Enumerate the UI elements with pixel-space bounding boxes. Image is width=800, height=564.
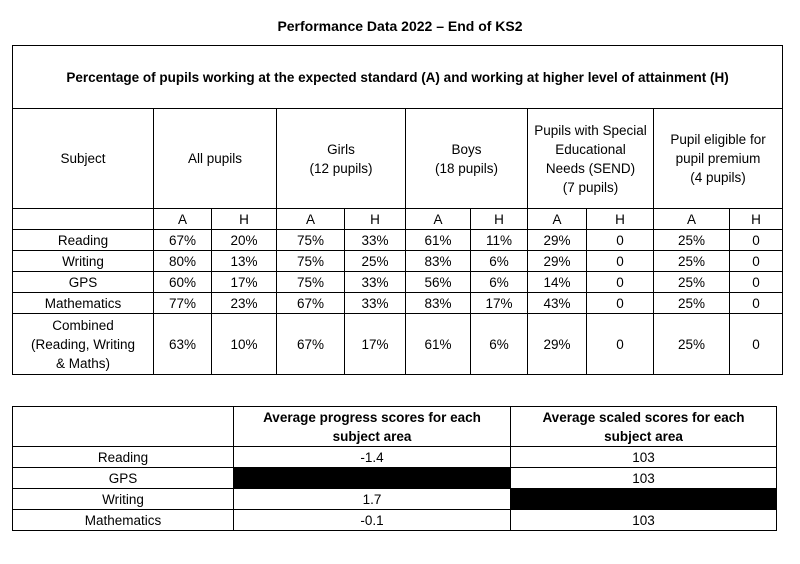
value-cell: 61% bbox=[406, 230, 471, 251]
ah-label: H bbox=[587, 209, 654, 230]
performance-table bbox=[12, 45, 783, 375]
group-header-girls: Girls (12 pupils) bbox=[277, 109, 406, 209]
table-banner: Percentage of pupils working at the expected standard (A) and working at higher level of attainment (H) bbox=[13, 46, 783, 109]
ah-label: A bbox=[154, 209, 212, 230]
value-cell: 43% bbox=[528, 293, 587, 314]
value-cell: 83% bbox=[406, 251, 471, 272]
subject-label: Mathematics bbox=[13, 293, 154, 314]
value-cell: 0 bbox=[587, 314, 654, 375]
group-header-all-pupils: All pupils bbox=[154, 109, 277, 209]
value-cell: 29% bbox=[528, 314, 587, 375]
scaled-score: 103 bbox=[511, 510, 777, 531]
page-title: Performance Data 2022 – End of KS2 bbox=[277, 18, 523, 34]
table-row bbox=[13, 447, 777, 468]
value-cell: 17% bbox=[471, 293, 528, 314]
table-row bbox=[13, 293, 783, 314]
scaled-header: Average scaled scores for each subject area bbox=[511, 407, 777, 447]
value-cell: 0 bbox=[730, 314, 783, 375]
ah-label: H bbox=[212, 209, 277, 230]
subject-label: Writing bbox=[13, 489, 234, 510]
value-cell: 33% bbox=[345, 293, 406, 314]
value-cell: 67% bbox=[277, 314, 345, 375]
table-row bbox=[13, 230, 783, 251]
ah-label: A bbox=[277, 209, 345, 230]
value-cell: 10% bbox=[212, 314, 277, 375]
value-cell: 23% bbox=[212, 293, 277, 314]
group-header-pupil-premium: Pupil eligible for pupil premium (4 pupils) bbox=[654, 109, 783, 209]
value-cell: 25% bbox=[654, 293, 730, 314]
value-cell: 25% bbox=[654, 272, 730, 293]
value-cell: 25% bbox=[345, 251, 406, 272]
table-row bbox=[13, 314, 783, 375]
progress-score: -1.4 bbox=[234, 447, 511, 468]
value-cell: 33% bbox=[345, 230, 406, 251]
value-cell: 63% bbox=[154, 314, 212, 375]
subject-header: Subject bbox=[13, 109, 154, 209]
scaled-score: 103 bbox=[511, 468, 777, 489]
value-cell: 33% bbox=[345, 272, 406, 293]
scaled-score: 103 bbox=[511, 447, 777, 468]
value-cell: 67% bbox=[154, 230, 212, 251]
ah-label: A bbox=[528, 209, 587, 230]
ah-label: H bbox=[345, 209, 406, 230]
value-cell: 20% bbox=[212, 230, 277, 251]
value-cell: 0 bbox=[730, 230, 783, 251]
value-cell: 75% bbox=[277, 230, 345, 251]
value-cell: 0 bbox=[730, 293, 783, 314]
subject-label: Reading bbox=[13, 447, 234, 468]
redacted-cell bbox=[511, 489, 777, 510]
value-cell: 6% bbox=[471, 272, 528, 293]
value-cell: 14% bbox=[528, 272, 587, 293]
value-cell: 61% bbox=[406, 314, 471, 375]
value-cell: 60% bbox=[154, 272, 212, 293]
table-row bbox=[13, 272, 783, 293]
progress-score: -0.1 bbox=[234, 510, 511, 531]
value-cell: 75% bbox=[277, 251, 345, 272]
subject-label: Writing bbox=[13, 251, 154, 272]
scores-table bbox=[12, 406, 777, 531]
ah-header-row bbox=[13, 209, 783, 230]
subject-label: Combined (Reading, Writing & Maths) bbox=[13, 314, 154, 375]
value-cell: 29% bbox=[528, 251, 587, 272]
subject-label: GPS bbox=[13, 272, 154, 293]
table-row bbox=[13, 468, 777, 489]
blank-cell bbox=[13, 209, 154, 230]
table-row bbox=[13, 489, 777, 510]
value-cell: 17% bbox=[345, 314, 406, 375]
value-cell: 0 bbox=[587, 272, 654, 293]
subject-label: Mathematics bbox=[13, 510, 234, 531]
ah-label: H bbox=[471, 209, 528, 230]
value-cell: 67% bbox=[277, 293, 345, 314]
value-cell: 75% bbox=[277, 272, 345, 293]
value-cell: 6% bbox=[471, 251, 528, 272]
ah-label: H bbox=[730, 209, 783, 230]
value-cell: 0 bbox=[587, 230, 654, 251]
value-cell: 25% bbox=[654, 314, 730, 375]
value-cell: 25% bbox=[654, 230, 730, 251]
value-cell: 13% bbox=[212, 251, 277, 272]
group-header-boys: Boys (18 pupils) bbox=[406, 109, 528, 209]
group-header-send: Pupils with Special Educational Needs (SEND) (7 pupils) bbox=[528, 109, 654, 209]
value-cell: 0 bbox=[730, 272, 783, 293]
table-row bbox=[13, 251, 783, 272]
value-cell: 83% bbox=[406, 293, 471, 314]
value-cell: 25% bbox=[654, 251, 730, 272]
blank-cell bbox=[13, 407, 234, 447]
value-cell: 56% bbox=[406, 272, 471, 293]
value-cell: 0 bbox=[587, 251, 654, 272]
value-cell: 0 bbox=[587, 293, 654, 314]
value-cell: 0 bbox=[730, 251, 783, 272]
value-cell: 6% bbox=[471, 314, 528, 375]
value-cell: 29% bbox=[528, 230, 587, 251]
value-cell: 80% bbox=[154, 251, 212, 272]
ah-label: A bbox=[406, 209, 471, 230]
value-cell: 77% bbox=[154, 293, 212, 314]
redacted-cell bbox=[234, 468, 511, 489]
ah-label: A bbox=[654, 209, 730, 230]
value-cell: 17% bbox=[212, 272, 277, 293]
value-cell: 11% bbox=[471, 230, 528, 251]
subject-label: Reading bbox=[13, 230, 154, 251]
progress-header: Average progress scores for each subject area bbox=[234, 407, 511, 447]
table-row bbox=[13, 510, 777, 531]
progress-score: 1.7 bbox=[234, 489, 511, 510]
subject-label: GPS bbox=[13, 468, 234, 489]
